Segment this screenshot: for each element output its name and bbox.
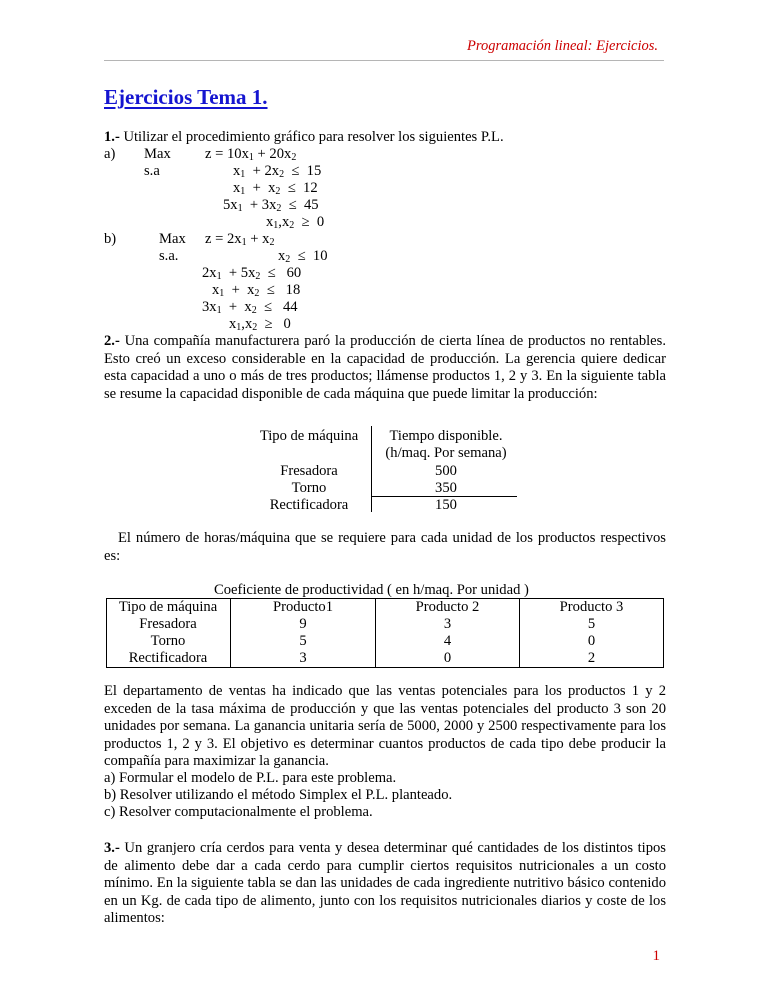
t1-row-hours: 350 <box>435 480 457 496</box>
t2-cell: Rectificadora <box>128 650 208 666</box>
ex1a-objective: $z = 10x_1 + 20x_2$ <box>205 146 297 163</box>
running-header: Programación lineal: Ejercicios. <box>466 38 658 54</box>
ex1b-label: b) <box>104 231 117 247</box>
t1-row-machine: Torno <box>291 480 327 496</box>
ex2-paragraph2: El número de horas/máquina que se requiere para cada unidad de los productos respectivos es: <box>104 530 666 564</box>
ex1-number: 1.- <box>104 129 120 145</box>
ex1a-st: s.a <box>144 163 160 179</box>
t2-header: Producto 3 <box>559 599 624 615</box>
t1-header-time-line1: Tiempo disponible. <box>389 428 503 444</box>
ex1b-st: s.a. <box>159 248 179 264</box>
t2-cell: 3 <box>443 616 452 632</box>
t1-row-hours: 500 <box>435 463 457 479</box>
t2-cell: 9 <box>299 616 307 632</box>
ex2-item: b) Resolver utilizando el método Simplex el P.L. planteado. <box>104 787 453 803</box>
ex1-intro-text: Utilizar el procedimiento gráfico para resolver los siguientes P.L. <box>119 129 504 145</box>
ex1a-c3: $5x_1 + 3x_2 \le 45$ <box>223 197 319 214</box>
ex3-paragraph-text: Un granjero cría cerdos para venta y desea determinar qué cantidades de los distintos tipos de alimento debe dar a cada cerdo para cumplir ciertos requisitos nutricionales a un costo mínimo. En la siguiente tabla se dan las unidades de cada ingrediente nutritivo básico contenido en un Kg. de cada tipo de alimento, junto con los requisitos nutricionales diarios y coste de los alimentos: <box>104 840 666 926</box>
t2-header: Tipo de máquina <box>118 599 218 615</box>
ex2-paragraph-text: Una compañía manufacturera paró la producción de cierta línea de productos no rentables. Esto creó un exceso considerable en la capacidad de producción. La gerencia quiere dedicar esta capacidad a uno o más de tres productos; llámense productos 1, 2 y 3. En la siguiente tabla se resume la capacidad disponible de cada máquina que puede limitar la producción: <box>104 333 666 402</box>
page-number: 1 <box>652 948 660 964</box>
ex1b-c2: $2x_1 + 5x_2 \le 60$ <box>202 265 302 282</box>
t2-cell: 5 <box>587 616 596 632</box>
t1-header-machine: Tipo de máquina <box>259 428 359 444</box>
ex1a-max: Max <box>144 146 171 162</box>
t2-header: Producto1 <box>273 599 333 615</box>
header-rule <box>104 60 664 61</box>
t2-cell: 0 <box>443 650 452 666</box>
ex1-intro <box>104 129 504 147</box>
t1-row-machine: Fresadora <box>280 463 338 479</box>
ex1a-c4: $x_1,x_2 \ge 0$ <box>266 214 325 231</box>
ex1a-label: a) <box>104 146 116 162</box>
ex1b-c5: $x_1,x_2 \ge 0$ <box>229 316 291 333</box>
t1-row-hours: 150 <box>435 497 457 513</box>
ex2-item: a) Formular el modelo de P.L. para este problema. <box>104 770 397 786</box>
ex2-paragraph3: El departamento de ventas ha indicado que las ventas potenciales para los productos 1 y 2 exceden de la tasa máxima de producción y que las ventas potenciales del producto 3 son 20 unidades por semana. La ganancia unitaria sería de 5000, 2000 y 2500 respectivamente para los productos 1, 2 y 3. El objetivo es determinar cuantos productos de cada tipo debe producir la compañía para maximizar la ganancia. <box>104 683 666 769</box>
t2-cell: Torno <box>150 633 186 649</box>
ex2-number: 2.- <box>104 333 120 349</box>
t1-vertical-rule <box>371 426 372 512</box>
t2-cell: 5 <box>299 633 307 649</box>
t2-cell: 3 <box>299 650 307 666</box>
ex1b-c4: $3x_1 + x_2 \le 44$ <box>202 299 298 316</box>
t2-cell: Fresadora <box>139 616 197 632</box>
t2-header: Producto 2 <box>415 599 480 615</box>
ex2-paragraph <box>104 333 666 403</box>
ex1b-c3: $x_1 + x_2 \le 18$ <box>212 282 301 299</box>
t2-cell: 2 <box>587 650 596 666</box>
page-title: Ejercicios Tema 1. <box>104 85 268 109</box>
t1-header-time-line2: (h/maq. Por semana) <box>385 445 507 461</box>
t2-caption: Coeficiente de productividad ( en h/maq. Por unidad ) <box>214 582 529 598</box>
t2-cell: 0 <box>587 633 596 649</box>
ex1b-c1: $x_2 \le 10$ <box>278 248 328 265</box>
ex3-paragraph <box>104 840 666 928</box>
ex2-item: c) Resolver computacionalmente el problema. <box>104 804 373 820</box>
t1-row-machine: Rectificadora <box>269 497 349 513</box>
ex3-number: 3.- <box>104 840 120 856</box>
ex1b-max: Max <box>159 231 186 247</box>
t2-cell: 4 <box>443 633 452 649</box>
ex1b-objective: $z = 2x_1 + x_2$ <box>205 231 275 248</box>
ex1a-c1: $x_1 + 2x_2 \le 15$ <box>233 163 322 180</box>
ex1a-c2: $x_1 + x_2 \le 12$ <box>233 180 318 197</box>
